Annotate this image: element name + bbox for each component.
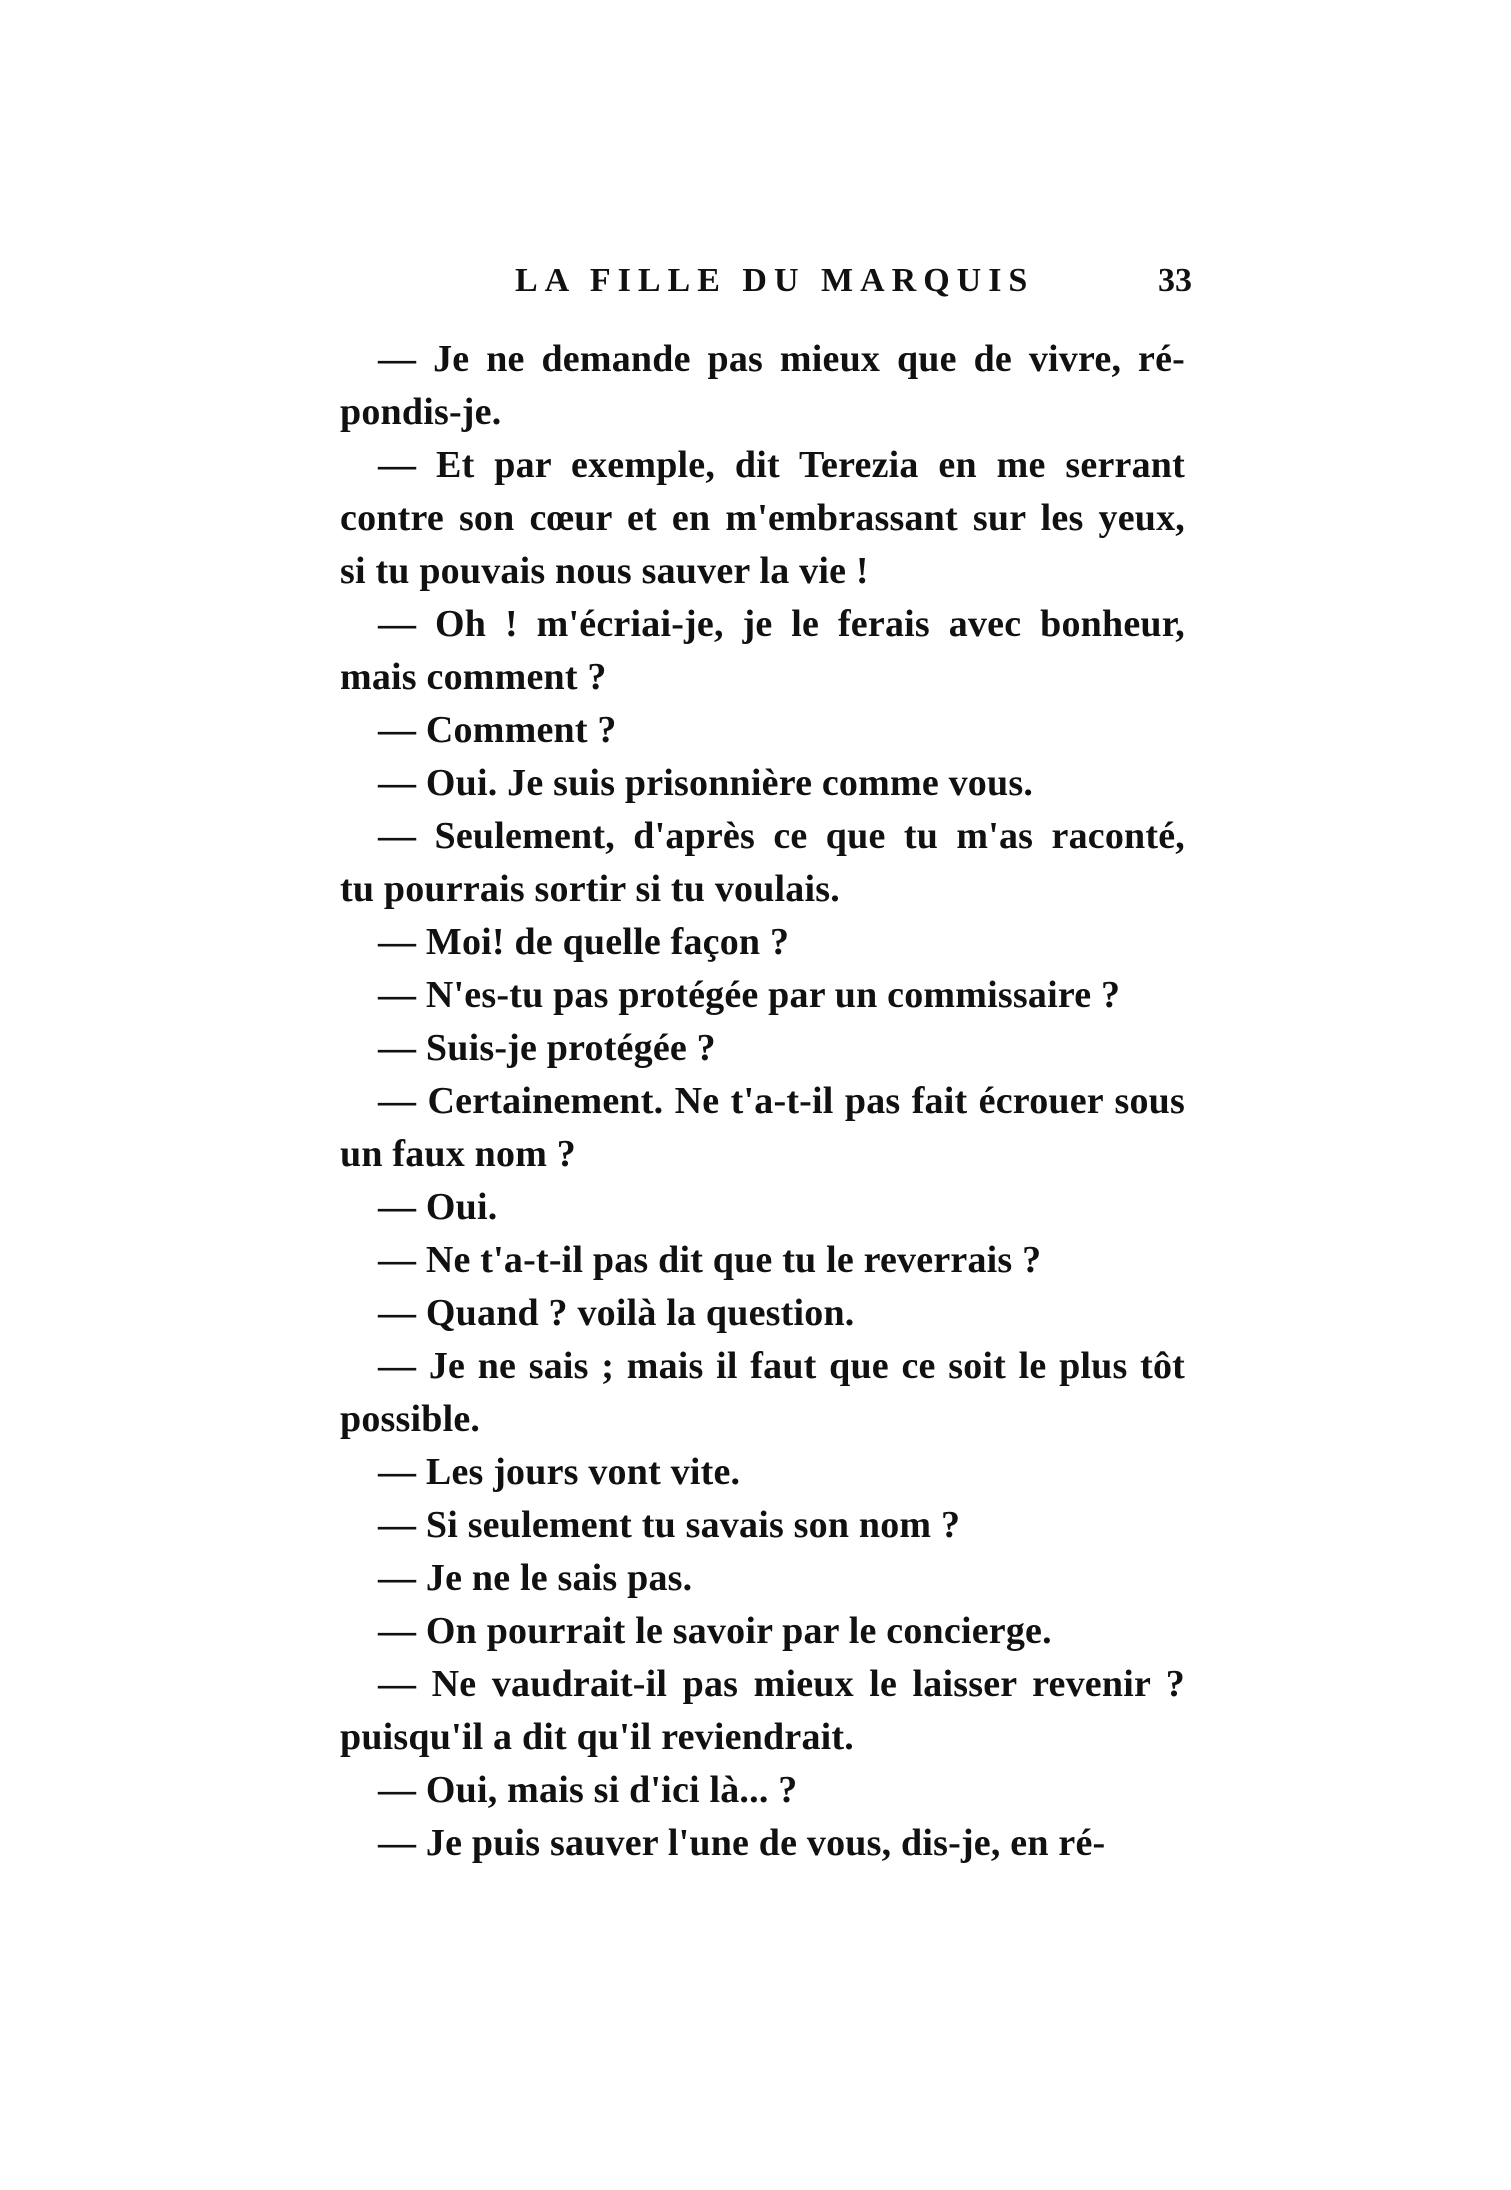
text-line: — Ne vaudrait-il pas mieux le laisser revenir ? bbox=[378, 1663, 1185, 1705]
paragraph bbox=[340, 969, 1185, 1022]
text-line: tu pourrais sortir si tu voulais. bbox=[340, 868, 840, 910]
text-line: possible. bbox=[340, 1398, 481, 1440]
text-line: — Seulement, d'après ce que tu m'as raconté, bbox=[378, 815, 1185, 857]
text-line: — Moi! de quelle façon ? bbox=[378, 921, 790, 963]
text-line: — Les jours vont vite. bbox=[378, 1451, 741, 1493]
paragraph bbox=[340, 1658, 1185, 1764]
paragraph bbox=[340, 757, 1185, 810]
paragraph bbox=[340, 439, 1185, 598]
text-line: — Oui. bbox=[378, 1186, 498, 1228]
text-line: — On pourrait le savoir par le concierge. bbox=[378, 1610, 1052, 1652]
text-line: — Et par exemple, dit Terezia en me serrant bbox=[378, 444, 1185, 486]
paragraph bbox=[340, 1605, 1185, 1658]
paragraph bbox=[340, 1817, 1185, 1870]
paragraph bbox=[340, 1181, 1185, 1234]
text-line: — Je ne demande pas mieux que de vivre, ré- bbox=[378, 338, 1185, 380]
text-line: — Je ne le sais pas. bbox=[378, 1557, 693, 1599]
running-title: LA FILLE DU MARQUIS bbox=[515, 262, 1035, 299]
paragraph bbox=[340, 1499, 1185, 1552]
text-line: — Suis-je protégée ? bbox=[378, 1027, 716, 1069]
text-line: puisqu'il a dit qu'il reviendrait. bbox=[340, 1716, 854, 1758]
text-line: — Oui. Je suis prisonnière comme vous. bbox=[378, 762, 1034, 804]
text-line: — Si seulement tu savais son nom ? bbox=[378, 1504, 961, 1546]
text-line: — N'es-tu pas protégée par un commissaire ? bbox=[378, 974, 1121, 1016]
text-line: — Ne t'a-t-il pas dit que tu le reverrais ? bbox=[378, 1239, 1042, 1281]
text-line: mais comment ? bbox=[340, 656, 607, 698]
paragraph bbox=[340, 810, 1185, 916]
paragraph bbox=[340, 1446, 1185, 1499]
text-line: — Je puis sauver l'une de vous, dis-je, en ré- bbox=[378, 1822, 1106, 1864]
body-text bbox=[340, 333, 1185, 1870]
paragraph bbox=[340, 333, 1185, 439]
text-line: contre son cœur et en m'embrassant sur les yeux, bbox=[340, 497, 1185, 539]
text-line: — Oui, mais si d'ici là... ? bbox=[378, 1769, 798, 1811]
paragraph bbox=[340, 1287, 1185, 1340]
page-header bbox=[340, 262, 1220, 312]
paragraph bbox=[340, 704, 1185, 757]
text-line: pondis-je. bbox=[340, 391, 502, 433]
text-line: — Je ne sais ; mais il faut que ce soit le plus tôt bbox=[378, 1345, 1185, 1387]
paragraph bbox=[340, 1552, 1185, 1605]
text-line: — Comment ? bbox=[378, 709, 617, 751]
text-line: — Oh ! m'écriai-je, je le ferais avec bonheur, bbox=[378, 603, 1185, 645]
page-number: 33 bbox=[1158, 262, 1192, 299]
paragraph bbox=[340, 1075, 1185, 1181]
text-line: — Certainement. Ne t'a-t-il pas fait écrouer sous bbox=[378, 1080, 1185, 1122]
text-line: un faux nom ? bbox=[340, 1133, 576, 1175]
text-line: si tu pouvais nous sauver la vie ! bbox=[340, 550, 869, 592]
paragraph bbox=[340, 1764, 1185, 1817]
paragraph bbox=[340, 1340, 1185, 1446]
paragraph bbox=[340, 1022, 1185, 1075]
paragraph bbox=[340, 916, 1185, 969]
paragraph bbox=[340, 598, 1185, 704]
text-line: — Quand ? voilà la question. bbox=[378, 1292, 855, 1334]
paragraph bbox=[340, 1234, 1185, 1287]
